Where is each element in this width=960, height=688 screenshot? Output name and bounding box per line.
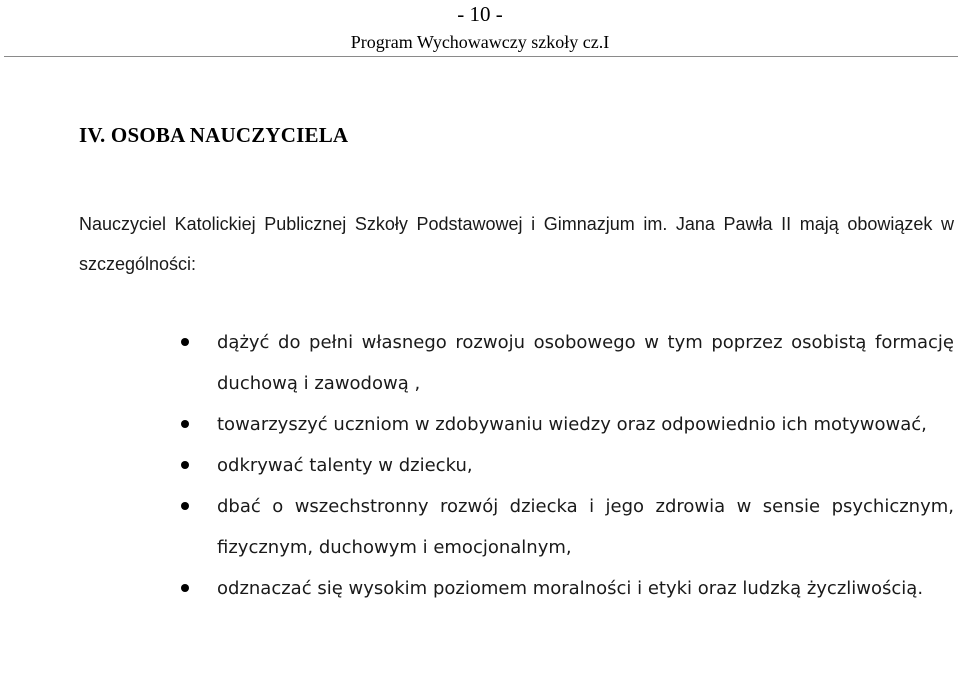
- document-header-title: Program Wychowawczy szkoły cz.I: [350, 32, 610, 52]
- bullet-icon: [181, 338, 189, 346]
- list-item-text: odkrywać talenty w dziecku,: [217, 455, 473, 476]
- section-heading: IV. OSOBA NAUCZYCIELA: [79, 123, 349, 147]
- list-item: [0, 568, 954, 609]
- list-item: [0, 486, 954, 568]
- list-item-text: dążyć do pełni własnego rozwoju osobowego w tym poprzez osobistą formację duchową i zawodową ,: [217, 332, 954, 394]
- intro-paragraph: Nauczyciel Katolickiej Publicznej Szkoły Podstawowej i Gimnazjum im. Jana Pawła II mają obowiązek w szczególności:: [79, 214, 954, 274]
- bullet-icon: [181, 420, 189, 428]
- list-item-text: odznaczać się wysokim poziomem moralności i etyki oraz ludzką życzliwością.: [217, 578, 924, 599]
- list-item-text: dbać o wszechstronny rozwój dziecka i jego zdrowia w sensie psychicznym, fizycznym, duchowym i emocjonalnym,: [217, 496, 954, 558]
- bullet-icon: [181, 461, 189, 469]
- bullet-icon: [181, 502, 189, 510]
- list-item: [0, 404, 954, 445]
- page-number-text: - 10 -: [457, 2, 503, 26]
- page-number: [0, 2, 960, 26]
- header-divider: [4, 56, 958, 57]
- bullet-icon: [181, 584, 189, 592]
- list-item-text: towarzyszyć uczniom w zdobywaniu wiedzy oraz odpowiednio ich motywować,: [217, 414, 927, 435]
- duty-list: [0, 322, 960, 609]
- list-item: [0, 322, 954, 404]
- list-item: [0, 445, 954, 486]
